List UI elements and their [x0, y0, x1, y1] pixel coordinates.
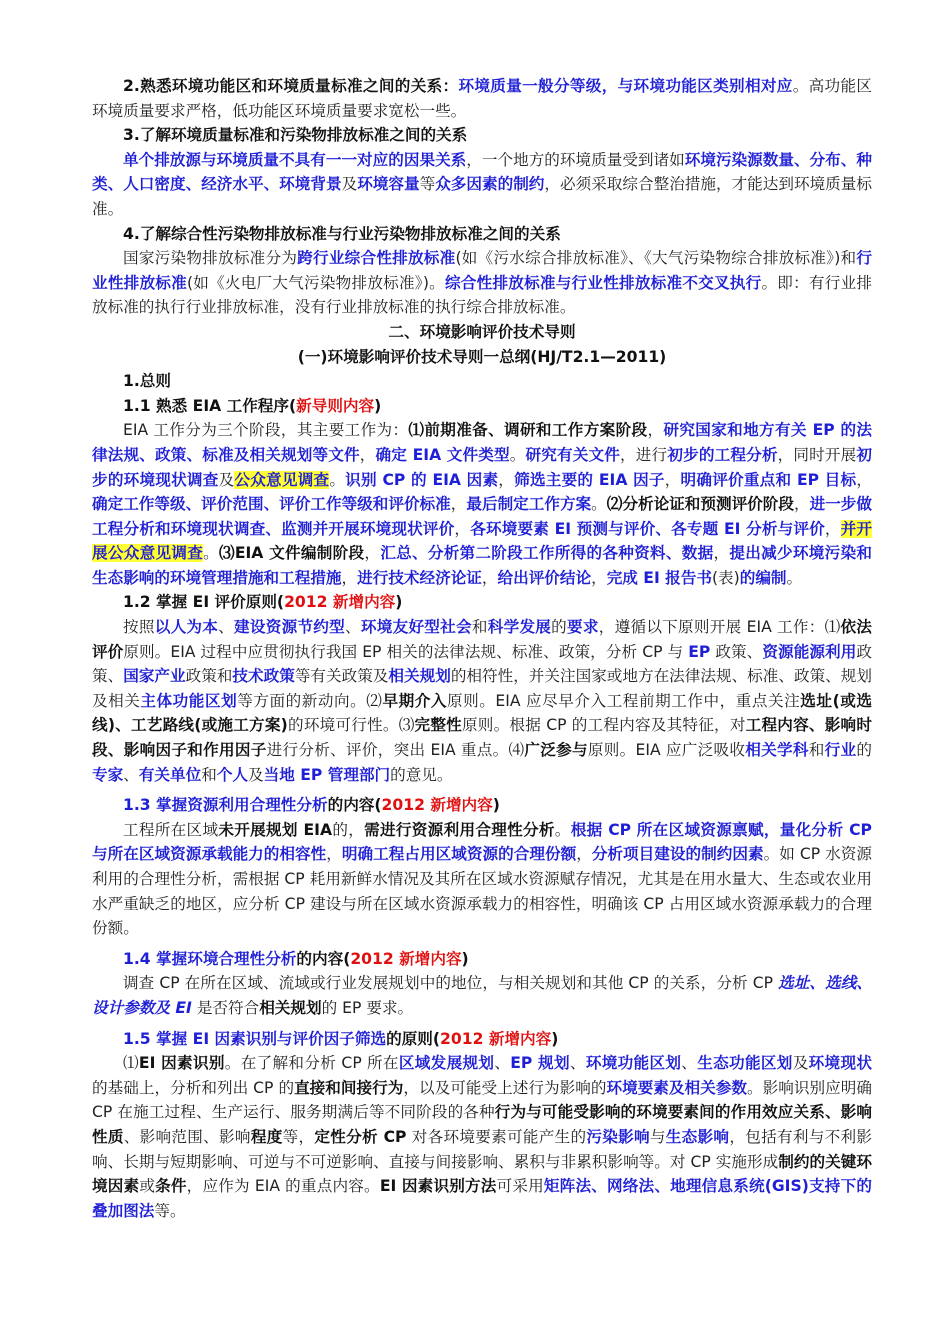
- text-run: 提出减少环境污染和生态影响的环境管理措施和工程措施: [92, 544, 872, 587]
- text-run: 与: [649, 1127, 666, 1146]
- text-run: 是否符合: [191, 998, 260, 1017]
- text-run: ⑵分析论证和预测评价阶段: [606, 495, 794, 514]
- text-run: 初步的环境现状调查: [92, 445, 872, 489]
- text-run: 和: [201, 765, 217, 784]
- text-run: 相关规划: [259, 998, 322, 1017]
- text-run: 国家污染物排放标准分为: [123, 249, 298, 268]
- text-run: 工程所在区域: [123, 820, 219, 839]
- text-run: 行业: [824, 741, 857, 760]
- paragraph-env-quality-vs-emission: [92, 148, 872, 222]
- text-run: ⑴前期准备、调研和工作方案阶段: [408, 421, 648, 440]
- text-run: 。如 CP 水资源利用的合理性分析，需根据 CP 耗用新鲜水情况及其所在区域水资源赋存情况，尤其是在用水量大、生态或农业用水严重缺乏的地区，应分析 CP 建设与所在区域水资源承载力的相容性，明确该 CP 占用区域水资源承载力的合理份额。: [92, 845, 872, 938]
- paragraph-1-5: [92, 1051, 872, 1223]
- text-run: 矩阵法、网络法、地理信息系统(GIS)支持下的叠加图法: [92, 1177, 872, 1220]
- text-run: 原则。EIA 应广泛吸收: [587, 741, 746, 760]
- text-run: 个人: [216, 765, 249, 784]
- heading-1-4: [92, 947, 872, 972]
- text-run: ，: [576, 845, 592, 864]
- text-run: ，同时开展: [777, 445, 857, 464]
- text-run: 单个排放源与环境质量不具有一一对应的因果关系: [123, 150, 467, 169]
- text-run: 1.4 掌握环境合理性分析: [123, 949, 297, 968]
- text-run: 跨行业综合性排放标准: [297, 249, 456, 268]
- text-run: 的意见。: [390, 765, 453, 784]
- paragraph-1-3: [92, 818, 872, 941]
- text-run: 的编制: [739, 568, 787, 587]
- text-run: ): [374, 396, 382, 415]
- text-run: ，: [454, 519, 471, 538]
- text-run: ，: [713, 544, 730, 563]
- heading-general: 1.总则: [123, 372, 171, 391]
- text-run: 确定 EIA 文件类型: [375, 445, 510, 464]
- text-run: 的基础上，分析和列出 CP 的: [92, 1078, 295, 1097]
- text-run: 环境容量: [357, 175, 420, 194]
- paragraph-1-2: [92, 615, 872, 787]
- text-run: (如《污水综合排放标准》、《大气污染物综合排放标准》)和: [455, 249, 857, 268]
- text-run: ): [395, 593, 403, 612]
- text-run: 及: [792, 1054, 809, 1073]
- text-run: ，: [647, 421, 664, 440]
- text-run: 行业性排放标准: [92, 249, 872, 292]
- text-run: ，包括有利与不利影响、长期与短期影响、可逆与不可逆影响、直接与间接影响、累积与非累积影响等。对 CP 实施形成: [92, 1127, 872, 1171]
- heading-1-2: [92, 590, 872, 615]
- text-run: 等。: [154, 1201, 186, 1220]
- text-run: 或: [139, 1177, 156, 1196]
- paragraph-1-4: [92, 971, 872, 1020]
- text-run: 需进行资源利用合理性分析: [364, 820, 555, 839]
- text-run: 及: [218, 470, 235, 489]
- text-run: ，进行: [620, 445, 668, 464]
- text-run: 明确评价重点和 EP 目标: [680, 470, 857, 489]
- text-run: EI 因素识别: [138, 1054, 225, 1073]
- text-run: EIA 工作分为三个阶段，其主要工作为：: [123, 421, 409, 440]
- text-run: 新导则内容: [296, 396, 375, 415]
- text-run: 政策、: [710, 642, 763, 661]
- text-run: 确定工作等级、评价范围、评价工作等级和评价标准: [92, 495, 451, 514]
- text-run: ，: [664, 470, 681, 489]
- text-run: 进行技术经济论证: [357, 568, 482, 587]
- text-run: 最后制定工作方案: [466, 495, 592, 514]
- text-run: ，: [341, 568, 358, 587]
- text-run: ): [461, 949, 469, 968]
- text-run: 技术政策: [232, 667, 295, 686]
- text-run: 的内容(: [327, 796, 382, 815]
- text-run: 、: [681, 1054, 698, 1073]
- highlighted-text: 公众意见调查: [234, 470, 330, 489]
- text-run: 专家: [92, 765, 124, 784]
- chapter-title: 二、环境影响评价技术导则: [388, 322, 576, 341]
- text-run: 。即：有行业排放标准的执行行业排放标准，没有行业排放标准的执行综合排放标准。: [92, 273, 872, 317]
- text-run: 筛选主要的 EIA 因子: [514, 470, 665, 489]
- heading-1-5: [92, 1027, 872, 1052]
- text-run: 选址、选线、设计参数及 EI: [92, 974, 873, 1017]
- text-run: 等方面的新动向。⑵: [237, 691, 383, 710]
- text-run: 原则。根据 CP 的工程内容及其特征，对: [461, 716, 746, 735]
- text-run: 原则。EIA 应尽早介入工程前期工作中，重点关注: [446, 691, 801, 710]
- text-run: 原则。EIA 过程中应贯彻执行我国 EP 相关的法律法规、标准、政策，分析 CP 与: [123, 642, 689, 661]
- text-run: 直接和间接行为: [294, 1078, 404, 1097]
- text-run: 工程内容、影响时段、影响因子和作用因子: [92, 716, 872, 760]
- text-run: 广泛参与: [524, 741, 588, 760]
- text-run: 的，: [332, 820, 365, 839]
- text-run: 1.1 熟悉 EIA 工作程序(: [123, 396, 297, 415]
- text-run: 环境友好型社会: [360, 618, 472, 637]
- heading-1-3: [92, 793, 872, 818]
- text-run: 。: [203, 544, 219, 563]
- text-run: 环境要素及相关参数: [606, 1078, 748, 1097]
- text-run: 政策、: [92, 642, 872, 686]
- text-run: 初步的工程分析: [667, 445, 778, 464]
- text-run: 根据 CP 所在区域资源禀赋，量化分析 CP 与所在区域资源承载能力的相容性: [92, 820, 872, 864]
- text-run: 行为与可能受影响的环境要素间的作用效应关系、影响性质: [92, 1103, 872, 1146]
- text-run: ): [551, 1029, 559, 1048]
- text-run: 的原则(: [386, 1029, 441, 1048]
- text-run: 的环境可行性。⑶: [287, 716, 415, 735]
- text-run: 分析项目建设的制约因素: [591, 845, 764, 864]
- text-run: 当地 EP 管理部门: [263, 765, 391, 784]
- text-run: 按照: [123, 618, 155, 637]
- text-run: 等: [419, 175, 436, 194]
- text-run: 。: [509, 445, 526, 464]
- text-run: 、影响范围、影响: [123, 1127, 251, 1146]
- text-run: 以人为本: [154, 618, 219, 637]
- text-run: 。高功能区环境质量要求严格，低功能区环境质量要求宽松一些。: [92, 77, 872, 120]
- text-run: 程度: [250, 1127, 283, 1146]
- text-run: EP: [688, 642, 711, 661]
- text-run: ⑶EIA 文件编制阶段: [218, 544, 365, 563]
- text-run: ，: [498, 470, 515, 489]
- text-run: 的内容(: [296, 949, 351, 968]
- text-run: 和: [471, 618, 488, 637]
- text-run: 生态影响: [665, 1127, 730, 1146]
- text-run: 的相符性，并关注国家或地方在法律法规、标准、政策、规划及相关: [92, 667, 872, 710]
- text-run: 完整性: [414, 716, 462, 735]
- text-run: 环境污染源数量、分布、种类、人口密度、经济水平、环境背景: [92, 150, 872, 194]
- text-run: 。影响识别应明确 CP 在施工过程、生产运行、服务期满后等不同阶段的各种: [92, 1078, 872, 1122]
- text-run: ，: [481, 568, 498, 587]
- text-run: ，遵循以下原则开展 EIA 工作：⑴: [598, 618, 841, 637]
- text-run: EP 规划: [510, 1054, 570, 1073]
- text-run: 等有关政策及: [294, 667, 389, 686]
- text-run: 明确工程占用区域资源的合理份额: [341, 845, 577, 864]
- text-run: 汇总、分析第二阶段工作所得的各种资料、数据: [380, 544, 714, 563]
- text-run: 制约的关键环境因素: [92, 1152, 872, 1196]
- text-run: 有关单位: [138, 765, 202, 784]
- text-run: 、: [123, 765, 139, 784]
- paragraph-1-1: [92, 418, 872, 590]
- text-run: 的 EP 要求。: [321, 998, 414, 1017]
- text-run: 国家产业: [123, 667, 186, 686]
- text-run: 和: [808, 741, 825, 760]
- text-run: 环境功能区划: [585, 1054, 682, 1073]
- text-run: 、: [569, 1054, 586, 1073]
- text-run: 识别 CP 的 EIA 因素: [345, 470, 499, 489]
- heading-comprehensive-vs-industry: 4.了解综合性污染物排放标准与行业污染物排放标准之间的关系: [123, 224, 561, 243]
- text-run: ): [492, 796, 500, 815]
- text-run: 污染影响: [586, 1127, 650, 1146]
- text-run: 相关规划: [388, 667, 451, 686]
- text-run: ，一个地方的环境质量受到诸如: [466, 150, 685, 169]
- text-run: 环境现状: [808, 1054, 872, 1073]
- text-run: 。在了解和分析 CP 所在: [224, 1054, 399, 1073]
- text-run: 条件: [155, 1177, 187, 1196]
- text-run: 早期介入: [382, 691, 447, 710]
- text-run: 的: [856, 741, 872, 760]
- text-run: 各环境要素 EI 预测与评价、各专题 EI 分析与评价: [470, 519, 825, 538]
- text-run: 科学发展: [487, 618, 552, 637]
- text-run: (如《火电厂大气污染物排放标准》)。: [186, 273, 445, 292]
- text-run: 进一步做工程分析和环境现状调查、监测并开展环境现状评价: [92, 495, 872, 538]
- text-run: 资源能源利用: [762, 642, 857, 661]
- text-run: 政策和: [185, 667, 233, 686]
- text-run: 相关学科: [745, 741, 809, 760]
- text-run: 完成 EI 报告书: [606, 568, 712, 587]
- text-run: 进行分析、评价，突出 EIA 重点。⑷: [266, 741, 525, 760]
- text-run: 等，: [282, 1127, 315, 1146]
- text-run: 及: [341, 175, 358, 194]
- text-run: 2.熟悉环境功能区和环境质量标准之间的关系：: [123, 77, 459, 95]
- text-run: 及: [248, 765, 264, 784]
- text-run: ⑴: [123, 1054, 139, 1073]
- text-run: 、: [345, 618, 361, 637]
- text-run: (表): [711, 568, 740, 587]
- text-run: ，: [359, 445, 376, 464]
- document-page: [92, 74, 872, 1223]
- sub-title: (一)环境影响评价技术导则一总纲(HJ/T2.1—2011): [297, 347, 667, 366]
- text-run: 建设资源节约型: [234, 618, 346, 637]
- text-run: ，: [824, 519, 841, 538]
- text-run: 对各环境要素可能产生的: [406, 1127, 587, 1146]
- text-run: 。: [591, 495, 607, 514]
- text-run: ，: [450, 495, 467, 514]
- text-run: 环境质量一般分等级，与环境功能区类别相对应: [458, 77, 793, 95]
- text-run: ，: [856, 470, 872, 489]
- text-run: ，: [591, 568, 607, 587]
- heading-env-quality-vs-emission: 3.了解环境质量标准和污染物排放标准之间的关系: [123, 126, 468, 145]
- text-run: 选址(或选线)、工艺路线(或施工方案): [92, 691, 872, 735]
- text-run: 众多因素的制约: [435, 175, 545, 194]
- text-run: 、: [218, 618, 235, 637]
- text-run: 的: [551, 618, 568, 637]
- text-run: 依法评价: [92, 618, 872, 661]
- text-run: 2012 新增内容: [381, 796, 493, 815]
- text-run: 。: [329, 470, 346, 489]
- highlighted-text: 并开展公众意见调查: [92, 519, 872, 563]
- text-run: 综合性排放标准与行业性排放标准不交叉执行: [444, 273, 762, 292]
- text-run: ，: [364, 544, 381, 563]
- text-run: 可采用: [496, 1177, 544, 1196]
- text-run: 1.2 掌握 EI 评价原则(: [123, 593, 285, 612]
- text-run: 。: [554, 820, 571, 839]
- text-run: ，必须采取综合整治措施，才能达到环境质量标准。: [92, 175, 872, 218]
- text-run: 2012 新增内容: [440, 1029, 552, 1048]
- text-run: 研究国家和地方有关 EP 的法律法规、政策、标准及相关规划等文件: [92, 421, 872, 464]
- text-run: 生态功能区划: [697, 1054, 793, 1073]
- text-run: 主体功能区划: [140, 691, 238, 710]
- text-run: 研究有关文件: [525, 445, 621, 464]
- text-run: 、: [494, 1054, 511, 1073]
- text-run: 1.5 掌握 EI 因素识别与评价因子筛选: [123, 1029, 387, 1048]
- text-run: ，应作为 EIA 的重点内容。: [186, 1177, 380, 1196]
- heading-1-1: [92, 394, 872, 419]
- paragraph-env-function-zone: [92, 74, 872, 123]
- text-run: 1.3 掌握资源利用合理性分析: [123, 796, 328, 815]
- text-run: 给出评价结论: [497, 568, 592, 587]
- text-run: ，: [326, 845, 342, 864]
- text-run: 2012 新增内容: [350, 949, 462, 968]
- text-run: 。: [786, 568, 803, 587]
- text-run: ，: [793, 495, 810, 514]
- text-run: 未开展规划 EIA: [218, 820, 333, 839]
- paragraph-comprehensive-vs-industry: [92, 246, 872, 320]
- text-run: 调查 CP 在所在区域、流域或行业发展规划中的地位，与相关规划和其他 CP 的关系，分析 CP: [123, 974, 779, 993]
- text-run: ，以及可能受上述行为影响的: [403, 1078, 607, 1097]
- text-run: EI 因素识别方法: [379, 1177, 497, 1196]
- text-run: 2012 新增内容: [284, 593, 396, 612]
- text-run: 要求: [567, 618, 599, 637]
- text-run: 定性分析 CP: [314, 1127, 407, 1146]
- text-run: 区域发展规划: [398, 1054, 495, 1073]
